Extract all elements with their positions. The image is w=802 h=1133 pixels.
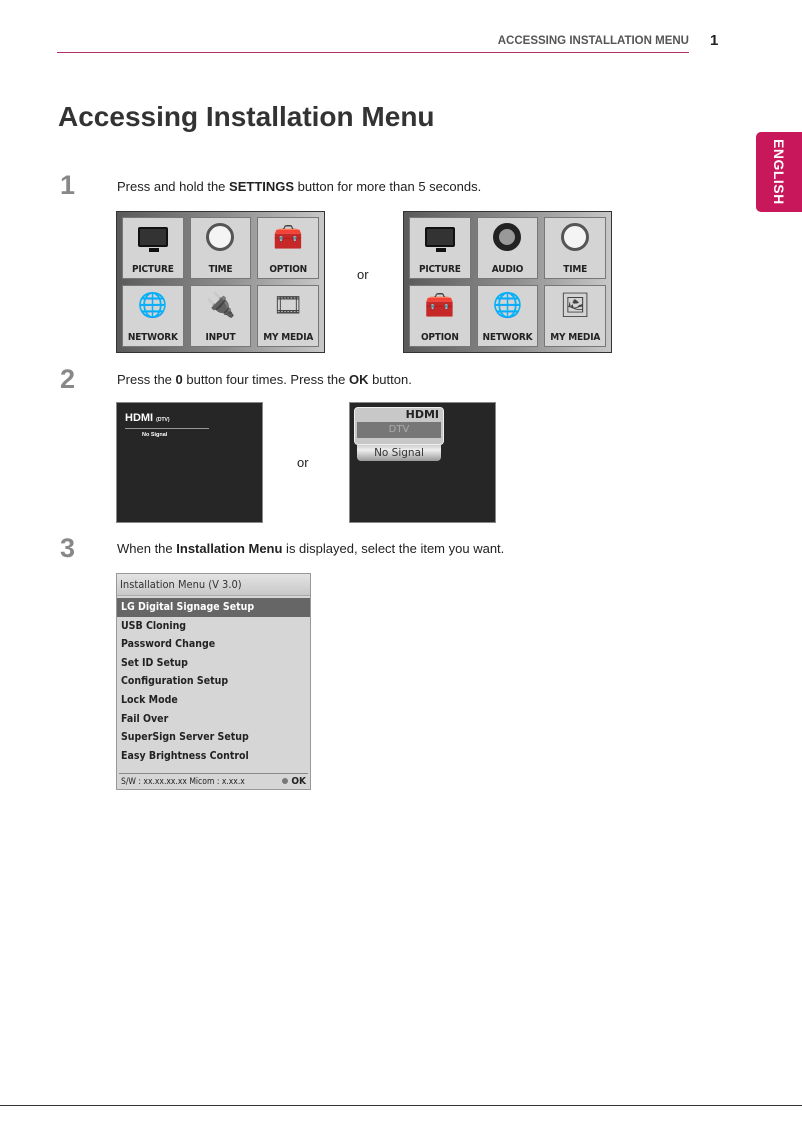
version-info: S/W : xx.xx.xx.xx Micom : x.xx.x — [121, 776, 245, 787]
zero-key: 0 — [175, 372, 183, 387]
menu-item[interactable]: Easy Brightness Control — [121, 749, 249, 762]
text: When the — [117, 541, 177, 556]
header-rule — [57, 52, 689, 53]
plug-icon: 🔌 — [205, 291, 236, 319]
tv-icon — [425, 222, 455, 252]
menu-name: Installation Menu — [176, 541, 283, 556]
text: Press and hold the — [117, 179, 230, 194]
step-2-text — [117, 372, 412, 387]
ok-label: OK — [291, 776, 306, 787]
menu-tile — [409, 217, 471, 279]
or-label: or — [297, 455, 309, 470]
tile-label: NETWORK — [127, 332, 178, 343]
speaker-icon — [492, 222, 522, 252]
tile-label: OPTION — [269, 264, 308, 275]
settings-menu-b — [403, 211, 612, 353]
menu-tile — [190, 217, 252, 279]
dtv-highlight: DTV — [357, 422, 441, 438]
toolbox-icon: 🧰 — [273, 223, 304, 251]
tile-label: INPUT — [205, 332, 236, 343]
screen-a — [116, 402, 263, 523]
tile-label: MY MEDIA — [550, 332, 601, 343]
tile-label: TIME — [563, 264, 588, 275]
step-number: 3 — [60, 533, 76, 563]
menu-tile — [190, 285, 252, 347]
footer-rule — [0, 1105, 802, 1106]
tile-label: OPTION — [420, 332, 459, 343]
menu-tile — [477, 285, 539, 347]
tile-label: NETWORK — [482, 332, 533, 343]
tile-label: MY MEDIA — [263, 332, 314, 343]
text: is displayed, select the item you want. — [282, 541, 505, 556]
media-icon: 🖼 — [559, 291, 591, 319]
menu-tile — [122, 217, 184, 279]
clock-icon — [205, 222, 235, 252]
running-header: ACCESSING INSTALLATION MENU — [497, 35, 689, 47]
ok-hint — [282, 776, 306, 787]
menu-tile — [544, 285, 606, 347]
text: button four times. Press the — [182, 372, 349, 387]
tile-label: PICTURE — [131, 264, 174, 275]
tile-label: AUDIO — [491, 264, 524, 275]
text: button. — [368, 372, 412, 387]
step-number: 2 — [60, 364, 76, 394]
clock-icon — [560, 222, 590, 252]
source: HDMI — [405, 408, 439, 421]
no-signal-text: No Signal — [357, 439, 441, 461]
media-icon: 🎞 — [272, 291, 304, 319]
language-label: ENGLISH — [771, 139, 787, 205]
menu-tile — [257, 285, 319, 347]
source-label — [125, 412, 170, 424]
installation-menu — [116, 573, 311, 790]
page-number: 1 — [710, 32, 719, 49]
settings-menu-a — [116, 211, 325, 353]
menu-tile — [477, 217, 539, 279]
ok-key: OK — [348, 372, 369, 387]
step-number: 1 — [60, 170, 76, 200]
globe-icon: 🌐 — [492, 291, 523, 319]
menu-item[interactable]: Lock Mode — [121, 693, 178, 706]
menu-tile — [257, 217, 319, 279]
step-3-text — [117, 541, 504, 556]
page-title: Accessing Installation Menu — [58, 101, 435, 132]
menu-item[interactable]: Set ID Setup — [121, 656, 188, 669]
text: button for more than 5 seconds. — [294, 179, 482, 194]
menu-item[interactable]: Password Change — [121, 638, 216, 651]
menu-item[interactable]: Fail Over — [121, 712, 169, 725]
menu-title: Installation Menu (V 3.0) — [117, 574, 310, 596]
tile-label: TIME — [208, 264, 233, 275]
screen-b — [349, 402, 496, 523]
menu-item[interactable]: Configuration Setup — [121, 675, 229, 688]
text: Press the — [117, 372, 176, 387]
ok-button-icon — [282, 778, 288, 784]
menu-tile — [122, 285, 184, 347]
source-panel — [354, 407, 444, 445]
menu-item[interactable]: SuperSign Server Setup — [121, 731, 249, 744]
toolbox-icon: 🧰 — [424, 291, 455, 319]
step-1-text — [117, 179, 481, 194]
tv-icon — [138, 222, 168, 252]
settings-key: SETTINGS — [229, 179, 295, 194]
menu-item[interactable]: USB Cloning — [121, 619, 187, 632]
menu-footer — [119, 773, 308, 789]
tile-label: PICTURE — [418, 264, 461, 275]
no-signal-text: No Signal — [142, 432, 168, 438]
sub-source: (DTV) — [156, 417, 170, 423]
divider — [125, 428, 209, 429]
menu-tile — [409, 285, 471, 347]
or-label: or — [357, 267, 369, 282]
globe-icon: 🌐 — [137, 291, 168, 319]
language-tab — [756, 132, 802, 212]
source: HDMI — [125, 412, 154, 424]
menu-item-selected[interactable]: LG Digital Signage Setup — [117, 598, 310, 617]
menu-tile — [544, 217, 606, 279]
